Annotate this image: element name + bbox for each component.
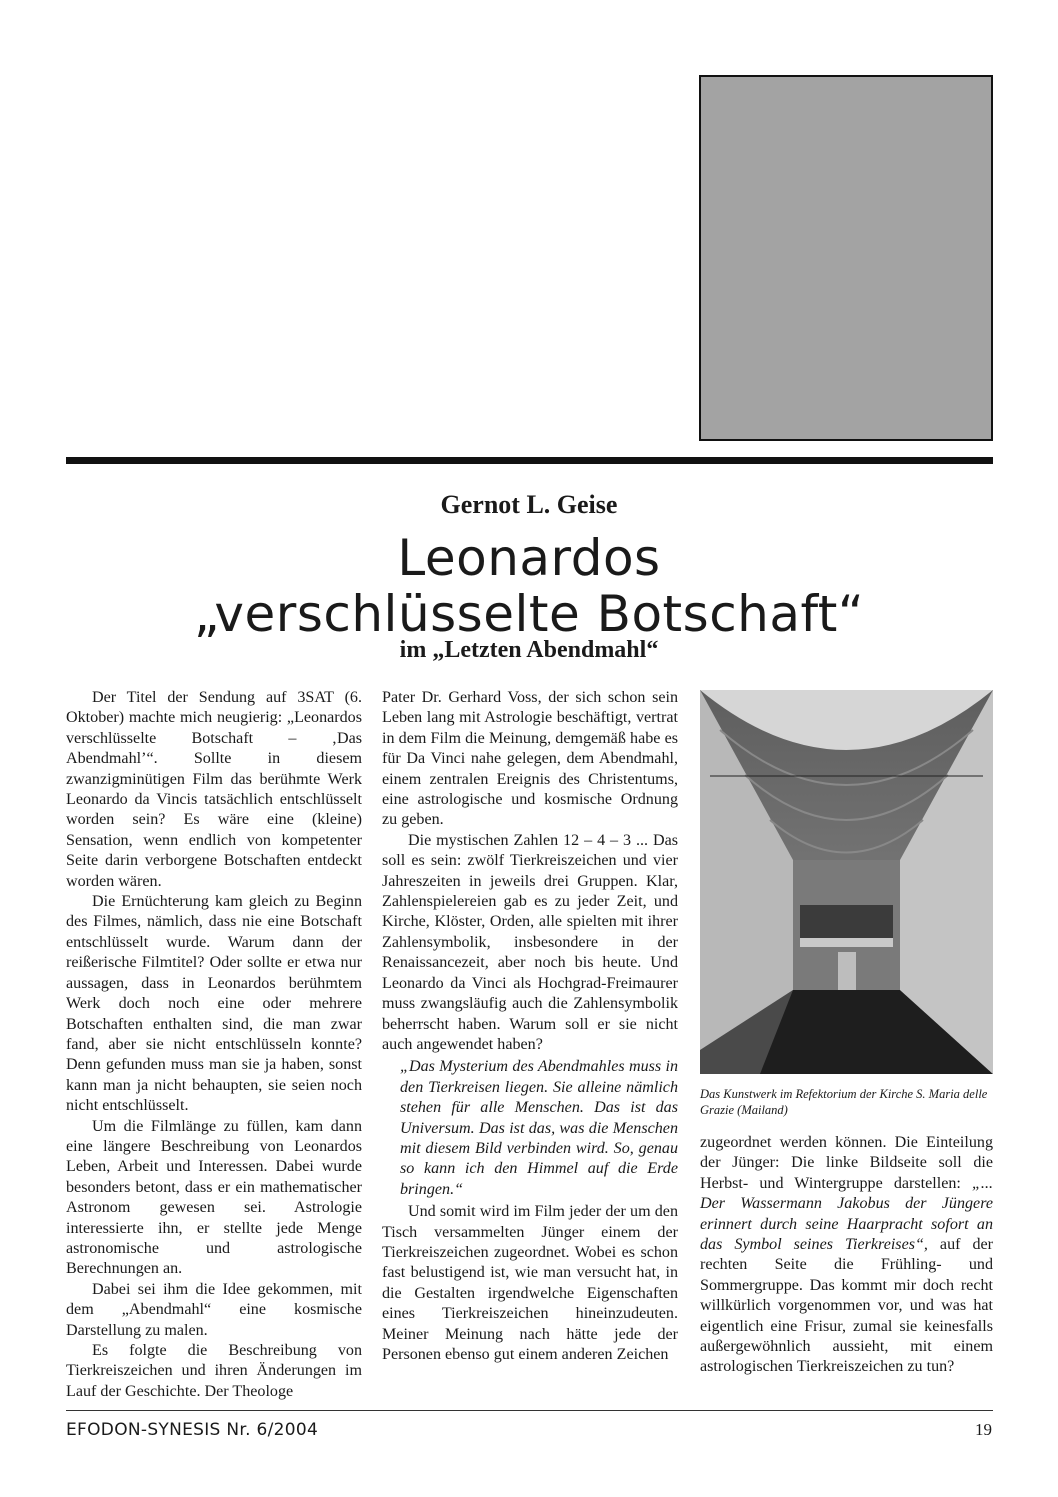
article-subtitle: im „Letzten Abendmahl“	[399, 637, 659, 663]
refectory-photo	[700, 690, 993, 1074]
block-quote: „Das Mysterium des Abendmahles muss in den Tierkreisen liegen. Sie alleine nämlich stehen für alle Menschen. Das ist das Universum. Das ist das, was die Menschen mit diesem Bild verbinden wird. So, genau so kann ich den Himmel auf die Erde bringen.“	[400, 1058, 678, 1198]
article-title	[0, 530, 1058, 642]
text-column-1	[66, 688, 362, 1402]
title-line-2: „verschlüsselte Botschaft“	[193, 585, 865, 643]
paragraph: Es folgte die Beschreibung von Tierkreiszeichen und ihren Änderungen im Lauf der Geschichte. Der Theologe	[66, 1342, 362, 1400]
paragraph	[700, 1133, 993, 1378]
inline-quote: „... Der Wassermann Jakobus der Jüngere erinnert durch seine Haarpracht sofort an das Symbol seines Tierkreises“,	[700, 1174, 993, 1254]
paragraph-text: auf der rechten Seite die Frühling- und Sommergruppe. Das kommt mir doch recht willkürlich vorgenommen vor, und was hat eigentlich eine Frisur, zumal sie keinesfalls außergewöhnlich aussieht, mit einem astrologischen Tierkreiszeichen zu tun?	[700, 1236, 993, 1376]
header-rule	[66, 457, 993, 464]
paragraph: Der Titel der Sendung auf 3SAT (6. Oktober) machte mich neugierig: „Leonardos verschlüsselte Botschaft – ‚Das Abendmahl’“. Sollte in diesem zwanzigminütigen Film das berühmte Werk Leonardo da Vincis tatsächlich entschlüsselt worden sein? Es wäre eine (kleine) Sensation, wenn endlich von kompetenter Seite darin verborgene Botschaften entdeckt worden wären.	[66, 689, 362, 890]
paragraph: Pater Dr. Gerhard Voss, der sich schon sein Leben lang mit Astrologie beschäftigt, vertrat in dem Film die Meinung, demgemäß habe es für Da Vinci nahe gelegen, dem Abendmahl, einem zentralen Ereignis des Christentums, eine astrologische und kosmische Ordnung zu geben.	[382, 689, 678, 829]
title-line-1: Leonardos	[397, 529, 661, 587]
author-name: Gernot L. Geise	[440, 490, 618, 519]
text-column-3	[700, 1133, 993, 1378]
text-column-2	[382, 688, 678, 1365]
paragraph: Die mystischen Zahlen 12 – 4 – 3 ... Das soll es sein: zwölf Tierkreiszeichen und vier Jahreszeiten in jeweils drei Gruppen. Klar, Zahlenspielereien gab es zu jeder Zeit, und Kirche, Klöster, Orden, alle spielten mit ihrer Zahlensymbolik, insbesondere in der Renaissancezeit, aber noch bis heute. Und Leonardo da Vinci als Hochgrad-Freimaurer muss zwangsläufig auch die Zahlensymbolik beherrscht haben. Warum soll er sie nicht auch angewendet haben?	[382, 831, 678, 1053]
paragraph-text: zugeordnet werden können. Die Einteilung der Jünger: Die linke Bildseite soll die Herbst- und Wintergruppe darstellen:	[700, 1134, 993, 1192]
paragraph: Um die Filmlänge zu füllen, kam dann eine längere Beschreibung von Leonardos Leben, Arbeit und Interessen. Dabei wurde besonders betont, dass er ein mathematischer Astronom gewesen sei. Astrologie interessierte ihn, er stellte jede Menge astronomische und astrologische Berechnungen an.	[66, 1117, 362, 1278]
journal-issue: EFODON-SYNESIS Nr. 6/2004	[66, 1420, 319, 1440]
paragraph: Die Ernüchterung kam gleich zu Beginn des Filmes, nämlich, dass nie eine Botschaft entschlüsselt wurde. Warum dann der reißerische Filmtitel? Oder sollte er etwa nur aussagen, dass in Leonardos berühmtem Werk doch noch eine oder mehrere Botschaften enthalten sind, die man zwar fand, aber sie nicht entschlüsseln konnte? Denn gefunden muss man sie ja haben, sonst kann man ja nicht behaupten, sie seien noch nicht entschlüsselt.	[66, 893, 362, 1115]
image-placeholder	[699, 75, 993, 441]
page-number: 19	[975, 1420, 992, 1439]
figure-caption: Das Kunstwerk im Refektorium der Kirche S. Maria delle Grazie (Mailand)	[700, 1087, 988, 1117]
paragraph: Dabei sei ihm die Idee gekommen, mit dem „Abendmahl“ eine kosmische Darstellung zu malen.	[66, 1280, 362, 1339]
paragraph: Und somit wird im Film jeder der um den Tisch versammelten Jünger einem der Tierkreiszeichen zugeordnet. Wobei es schon fast belustigend ist, wie man versucht hat, in die Gestalten irgendwelche Eigenschaften eines Tierkreiszeichen hineinzudeuten. Meiner Meinung nach hätte jede der Personen ebenso gut einem anderen Zeichen	[382, 1203, 678, 1363]
refectory-illustration	[700, 690, 993, 1074]
footer-rule	[66, 1410, 993, 1411]
